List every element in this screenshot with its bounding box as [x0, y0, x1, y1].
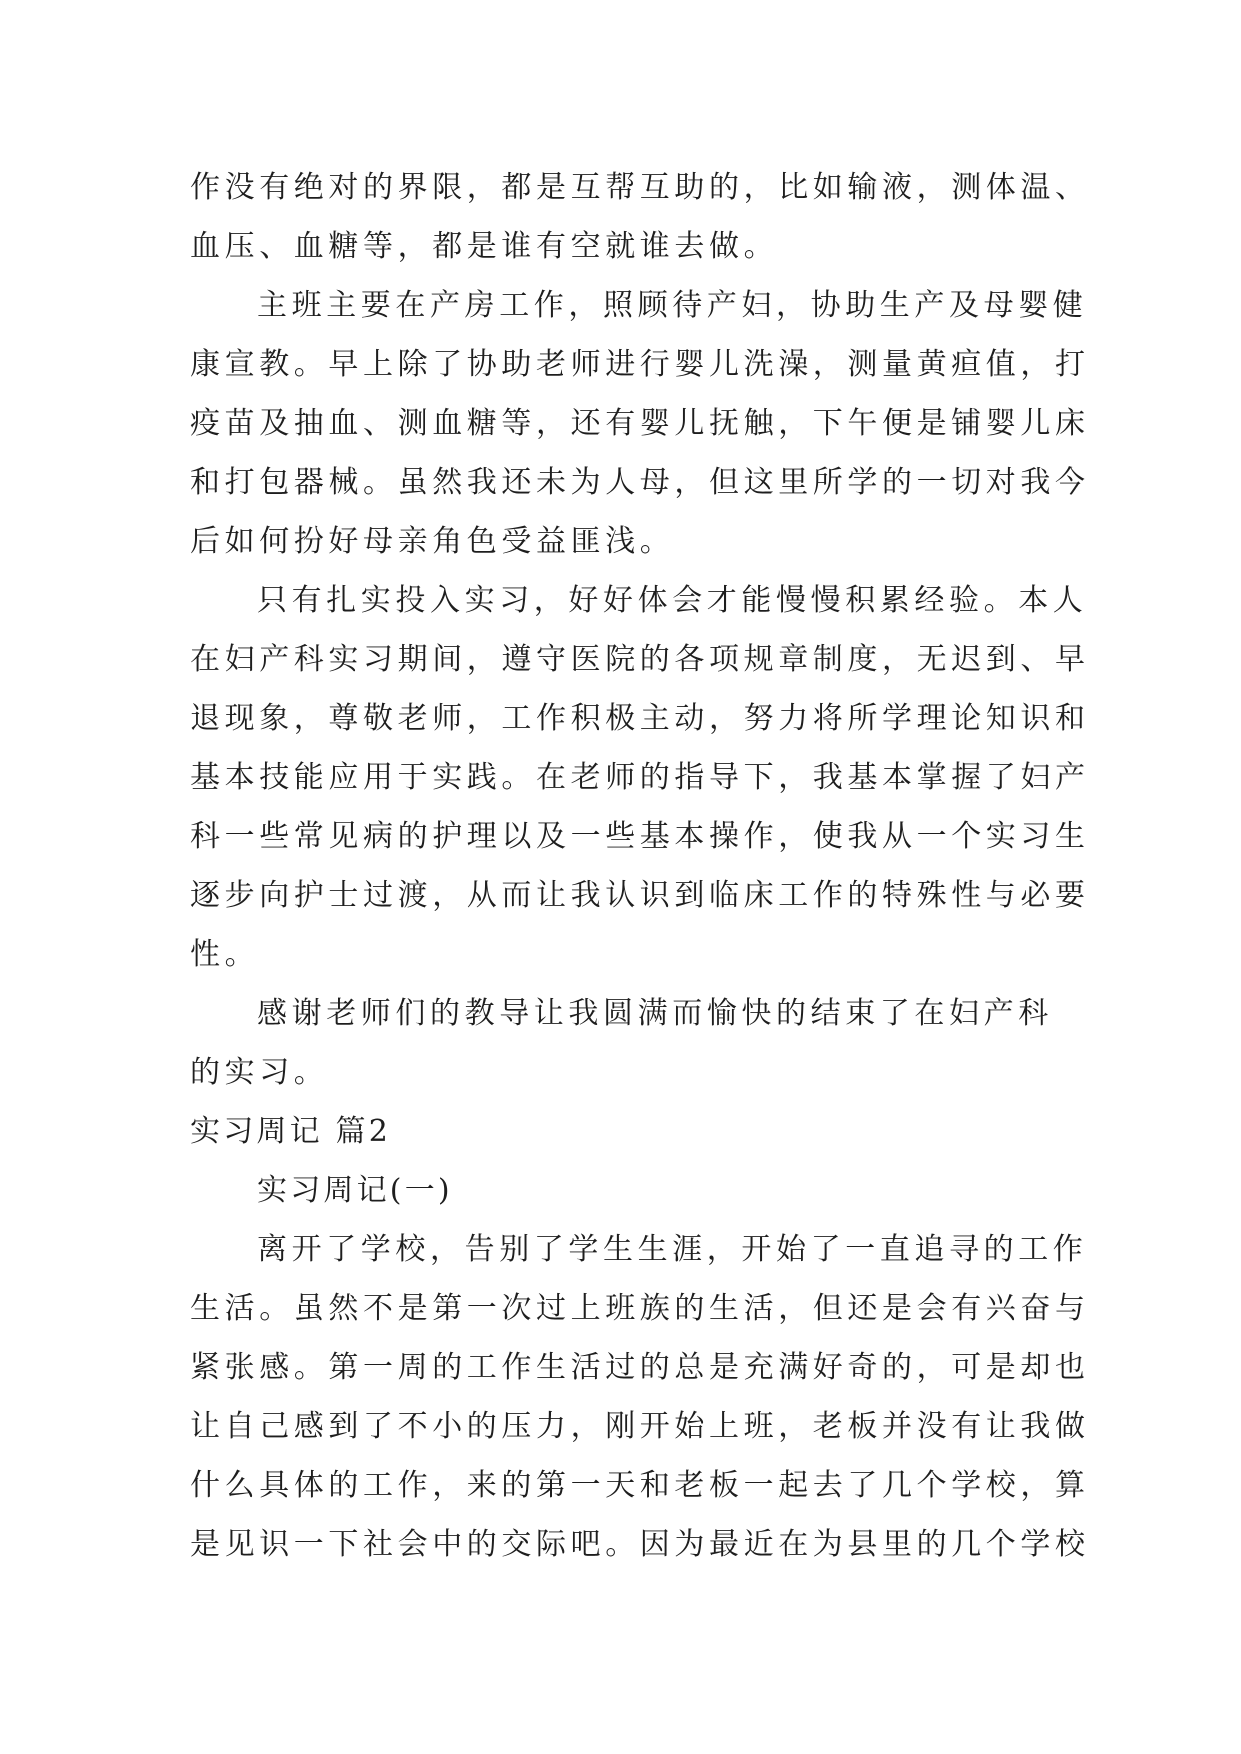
body-text-line: 生活。虽然不是第一次过上班族的生活，但还是会有兴奋与	[190, 1291, 1090, 1326]
body-text-line: 逐步向护士过渡，从而让我认识到临床工作的特殊性与必要	[190, 878, 1090, 913]
paragraph-first-line: 主班主要在产房工作，照顾待产妇，协助生产及母婴健	[257, 288, 1088, 323]
body-text-line: 和打包器械。虽然我还未为人母，但这里所学的一切对我今	[190, 465, 1090, 500]
body-text-line: 在妇产科实习期间，遵守医院的各项规章制度，无迟到、早	[190, 642, 1090, 677]
body-text-line: 血压、血糖等，都是谁有空就谁去做。	[190, 229, 779, 264]
body-text-line: 后如何扮好母亲角色受益匪浅。	[190, 524, 675, 559]
body-text-line: 科一些常见病的护理以及一些基本操作，使我从一个实习生	[190, 819, 1090, 854]
body-text-line: 退现象，尊敬老师，工作积极主动，努力将所学理论知识和	[190, 701, 1090, 736]
body-text-line: 康宣教。早上除了协助老师进行婴儿洗澡，测量黄疸值，打	[190, 347, 1090, 382]
body-text-line: 是见识一下社会中的交际吧。因为最近在为县里的几个学校	[190, 1527, 1090, 1562]
paragraph-first-line: 只有扎实投入实习，好好体会才能慢慢积累经验。本人	[257, 583, 1088, 618]
body-text-line: 什么具体的工作，来的第一天和老板一起去了几个学校，算	[190, 1468, 1090, 1503]
body-text-line: 基本技能应用于实践。在老师的指导下，我基本掌握了妇产	[190, 760, 1090, 795]
body-text-line: 紧张感。第一周的工作生活过的总是充满好奇的，可是却也	[190, 1350, 1090, 1385]
paragraph-first-line: 离开了学校，告别了学生生涯，开始了一直追寻的工作	[257, 1232, 1088, 1267]
body-text-line: 性。	[190, 937, 260, 972]
paragraph-first-line: 感谢老师们的教导让我圆满而愉快的结束了在妇产科	[257, 996, 1053, 1031]
body-text-line: 疫苗及抽血、测血糖等，还有婴儿抚触，下午便是铺婴儿床	[190, 406, 1090, 441]
body-text-line: 让自己感到了不小的压力，刚开始上班，老板并没有让我做	[190, 1409, 1090, 1444]
body-text-line: 的实习。	[190, 1055, 329, 1090]
body-text-line: 作没有绝对的界限，都是互帮互助的，比如输液，测体温、	[190, 170, 1090, 205]
subsection-heading: 实习周记(一)	[257, 1173, 453, 1208]
section-heading: 实习周记 篇2	[190, 1114, 392, 1149]
